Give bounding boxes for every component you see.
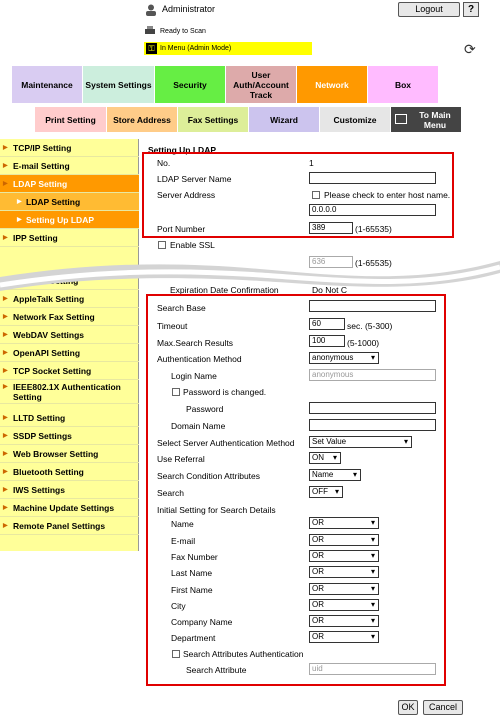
ssl-port-range: (1-65535)	[355, 258, 392, 268]
login-name-input[interactable]: anonymous	[309, 369, 436, 381]
timeout-input[interactable]: 60	[309, 318, 345, 330]
admin-mode-label: In Menu (Admin Mode)	[160, 45, 232, 52]
tab-fax-settings[interactable]: Fax Settings	[178, 107, 248, 132]
menu-icon	[395, 114, 407, 124]
port-label: Port Number	[157, 224, 206, 234]
server-auth-label: Select Server Authentication Method	[157, 438, 295, 448]
sidebar-subitem-setting-up-ldap[interactable]: ▶ Setting Up LDAP	[0, 211, 139, 229]
timeout-unit: sec. (5-300)	[347, 321, 393, 331]
auth-method-select[interactable]: anonymous ▾	[309, 352, 379, 364]
password-label: Password	[186, 404, 224, 414]
host-name-checkbox-label: Please check to enter host name.	[324, 190, 451, 200]
tab-system-settings[interactable]: System Settings	[83, 66, 155, 103]
detail-select[interactable]: OR ▾	[309, 583, 379, 595]
detail-select[interactable]: OR ▾	[309, 599, 379, 611]
printer-icon	[144, 26, 156, 36]
condition-label: Search Condition Attributes	[157, 471, 261, 481]
search-base-label: Search Base	[157, 303, 206, 313]
tab-network[interactable]: Network	[297, 66, 368, 103]
admin-icon	[144, 4, 158, 16]
sidebar-item-appletalk[interactable]: ▶ AppleTalk Setting	[0, 290, 139, 308]
detail-label: Name	[171, 519, 194, 529]
sidebar-item-ieee8021x[interactable]: ▶ IEEE802.1X Authentication Setting	[0, 380, 139, 404]
sidebar-item-tcpip[interactable]: ▶ TCP/IP Setting	[0, 139, 139, 157]
expiration-value: Do Not C	[312, 285, 347, 295]
ssl-checkbox[interactable]	[158, 241, 166, 249]
sidebar-item-remote-panel[interactable]: ▶ Remote Panel Settings	[0, 517, 139, 535]
login-name-label: Login Name	[171, 371, 217, 381]
ok-button[interactable]: OK	[398, 700, 418, 715]
page-title: Setting Up LDAP	[148, 145, 216, 155]
auth-method-label: Authentication Method	[157, 354, 242, 364]
sidebar	[0, 139, 139, 551]
admin-mode-bar	[144, 42, 312, 55]
search-label: Search	[157, 488, 184, 498]
max-results-range: (5-1000)	[347, 338, 380, 348]
detail-select[interactable]: OR ▾	[309, 534, 379, 546]
detail-label: City	[171, 601, 186, 611]
sidebar-item-email[interactable]: ▶ E-mail Setting	[0, 157, 139, 175]
referral-select[interactable]: ON ▾	[309, 452, 341, 464]
password-changed-label: Password is changed.	[183, 387, 267, 397]
help-button[interactable]: ?	[463, 2, 479, 17]
sidebar-item-ldap[interactable]: ▶ LDAP Setting	[0, 175, 139, 193]
port-range: (1-65535)	[355, 224, 392, 234]
detail-label: First Name	[171, 585, 213, 595]
ssl-port-input[interactable]: 636	[309, 256, 353, 268]
detail-label: Department	[171, 633, 216, 643]
sidebar-item-ssdp[interactable]: ▶ SSDP Settings	[0, 427, 139, 445]
initial-setting-label: Initial Setting for Search Details	[157, 505, 276, 515]
sidebar-item-webdav[interactable]: ▶ WebDAV Settings	[0, 326, 139, 344]
tab-customize[interactable]: Customize	[320, 107, 390, 132]
sidebar-item-lltd[interactable]: ▶ LLTD Setting	[0, 409, 139, 427]
detail-select[interactable]: OR ▾	[309, 550, 379, 562]
server-address-input[interactable]: 0.0.0.0	[309, 204, 436, 216]
refresh-icon[interactable]: ⟳	[464, 41, 476, 57]
detail-select[interactable]: OR ▾	[309, 566, 379, 578]
expiration-label: Expiration Date Confirmation	[170, 285, 279, 295]
sidebar-item-tcp-socket[interactable]: ▶ TCP Socket Setting	[0, 362, 139, 380]
tab-print-setting[interactable]: Print Setting	[35, 107, 106, 132]
attr-auth-label: Search Attributes Authentication	[183, 649, 304, 659]
sidebar-item-openapi[interactable]: ▶ OpenAPI Setting	[0, 344, 139, 362]
referral-label: Use Referral	[157, 454, 205, 464]
tab-user-auth[interactable]: User Auth/Account Track	[226, 66, 297, 103]
highlight-box-top	[142, 152, 454, 238]
port-input[interactable]: 389	[309, 222, 353, 234]
cancel-button[interactable]: Cancel	[423, 700, 463, 715]
to-main-menu-button[interactable]	[391, 107, 461, 132]
server-name-label: LDAP Server Name	[157, 174, 232, 184]
sidebar-subitem-ldap-setting[interactable]: ▶ LDAP Setting	[0, 193, 139, 211]
tab-wizard[interactable]: Wizard	[249, 107, 319, 132]
max-results-input[interactable]: 100	[309, 335, 345, 347]
tab-box[interactable]: Box	[368, 66, 439, 103]
sidebar-item-network-fax[interactable]: ▶ Network Fax Setting	[0, 308, 139, 326]
sidebar-item-web-browser[interactable]: ▶ Web Browser Setting	[0, 445, 139, 463]
search-attr-label: Search Attribute	[186, 665, 247, 675]
sidebar-item-ipp[interactable]: ▶ IPP Setting	[0, 229, 139, 247]
admin-label: Administrator	[162, 4, 216, 14]
detail-select[interactable]: OR ▾	[309, 615, 379, 627]
server-address-label: Server Address	[157, 190, 216, 200]
ssl-label: Enable SSL	[170, 240, 215, 250]
tab-store-address[interactable]: Store Address	[107, 107, 177, 132]
status-text: Ready to Scan	[160, 28, 206, 35]
condition-select[interactable]: Name ▾	[309, 469, 361, 481]
highlight-box-bottom	[146, 294, 446, 686]
logout-button[interactable]: Logout	[398, 2, 460, 17]
tab-maintenance[interactable]: Maintenance	[12, 66, 83, 103]
sidebar-item-bluetooth[interactable]: ▶ Bluetooth Setting	[0, 463, 139, 481]
detail-label: Fax Number	[171, 552, 218, 562]
no-label: No.	[157, 158, 171, 168]
tab-security[interactable]: Security	[155, 66, 226, 103]
to-main-menu-label: To Main Menu	[419, 109, 451, 130]
detail-label: E-mail	[171, 536, 196, 546]
no-value: 1	[309, 158, 314, 168]
key-icon: ⚿	[146, 43, 157, 54]
max-results-label: Max.Search Results	[157, 338, 234, 348]
search-attr-input[interactable]: uid	[309, 663, 436, 675]
detail-label: Company Name	[171, 617, 233, 627]
detail-label: Last Name	[171, 568, 213, 578]
server-auth-select[interactable]: Set Value ▾	[309, 436, 412, 448]
detail-select[interactable]: OR ▾	[309, 517, 379, 529]
detail-select[interactable]: OR ▾	[309, 631, 379, 643]
search-select[interactable]: OFF ▾	[309, 486, 343, 498]
sidebar-item-iws[interactable]: ▶ IWS Settings	[0, 481, 139, 499]
timeout-label: Timeout	[157, 321, 188, 331]
domain-label: Domain Name	[171, 421, 226, 431]
sidebar-item-machine-update[interactable]: ▶ Machine Update Settings	[0, 499, 139, 517]
